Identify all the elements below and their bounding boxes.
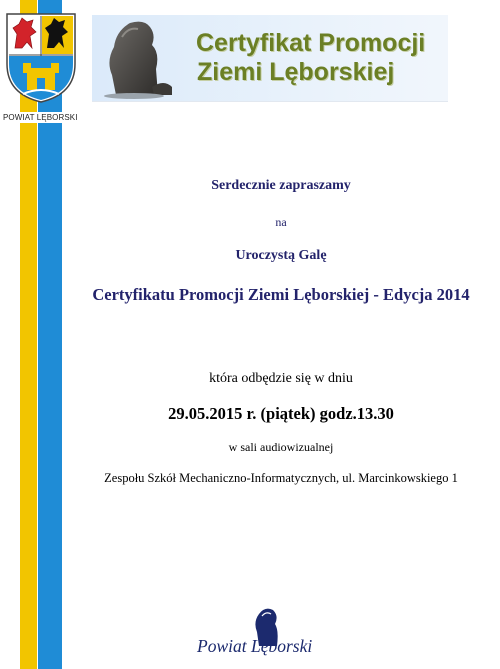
event-date-intro: która odbędzie się w dniu	[209, 371, 353, 386]
footer-logo-text: Powiat Lęborski	[197, 636, 313, 656]
event-address: Zespołu Szkół Mechaniczno-Informatycznych, ul. Marcinkowskiego 1	[104, 471, 458, 485]
certificate-edition: Certyfikatu Promocji Ziemi Lęborskiej - Edycja 2014	[92, 285, 470, 304]
event-date: 29.05.2015 r. (piątek) godz.13.30	[168, 404, 394, 423]
coat-of-arms-icon	[5, 12, 77, 104]
statue-icon	[98, 17, 182, 99]
district-label: POWIAT LĘBORSKI	[3, 112, 103, 123]
gala-title: Uroczystą Galę	[235, 248, 327, 263]
invitation-preposition: na	[275, 215, 287, 229]
banner-title	[196, 29, 425, 87]
banner-title-line1: Certyfikat Promocji	[196, 29, 426, 57]
certificate-banner	[92, 15, 448, 102]
invitation-greeting: Serdecznie zapraszamy	[211, 178, 351, 193]
event-room: w sali audiowizualnej	[228, 440, 334, 454]
footer-logo	[197, 606, 357, 662]
banner-title-line2: Ziemi Lęborskiej	[197, 58, 395, 86]
